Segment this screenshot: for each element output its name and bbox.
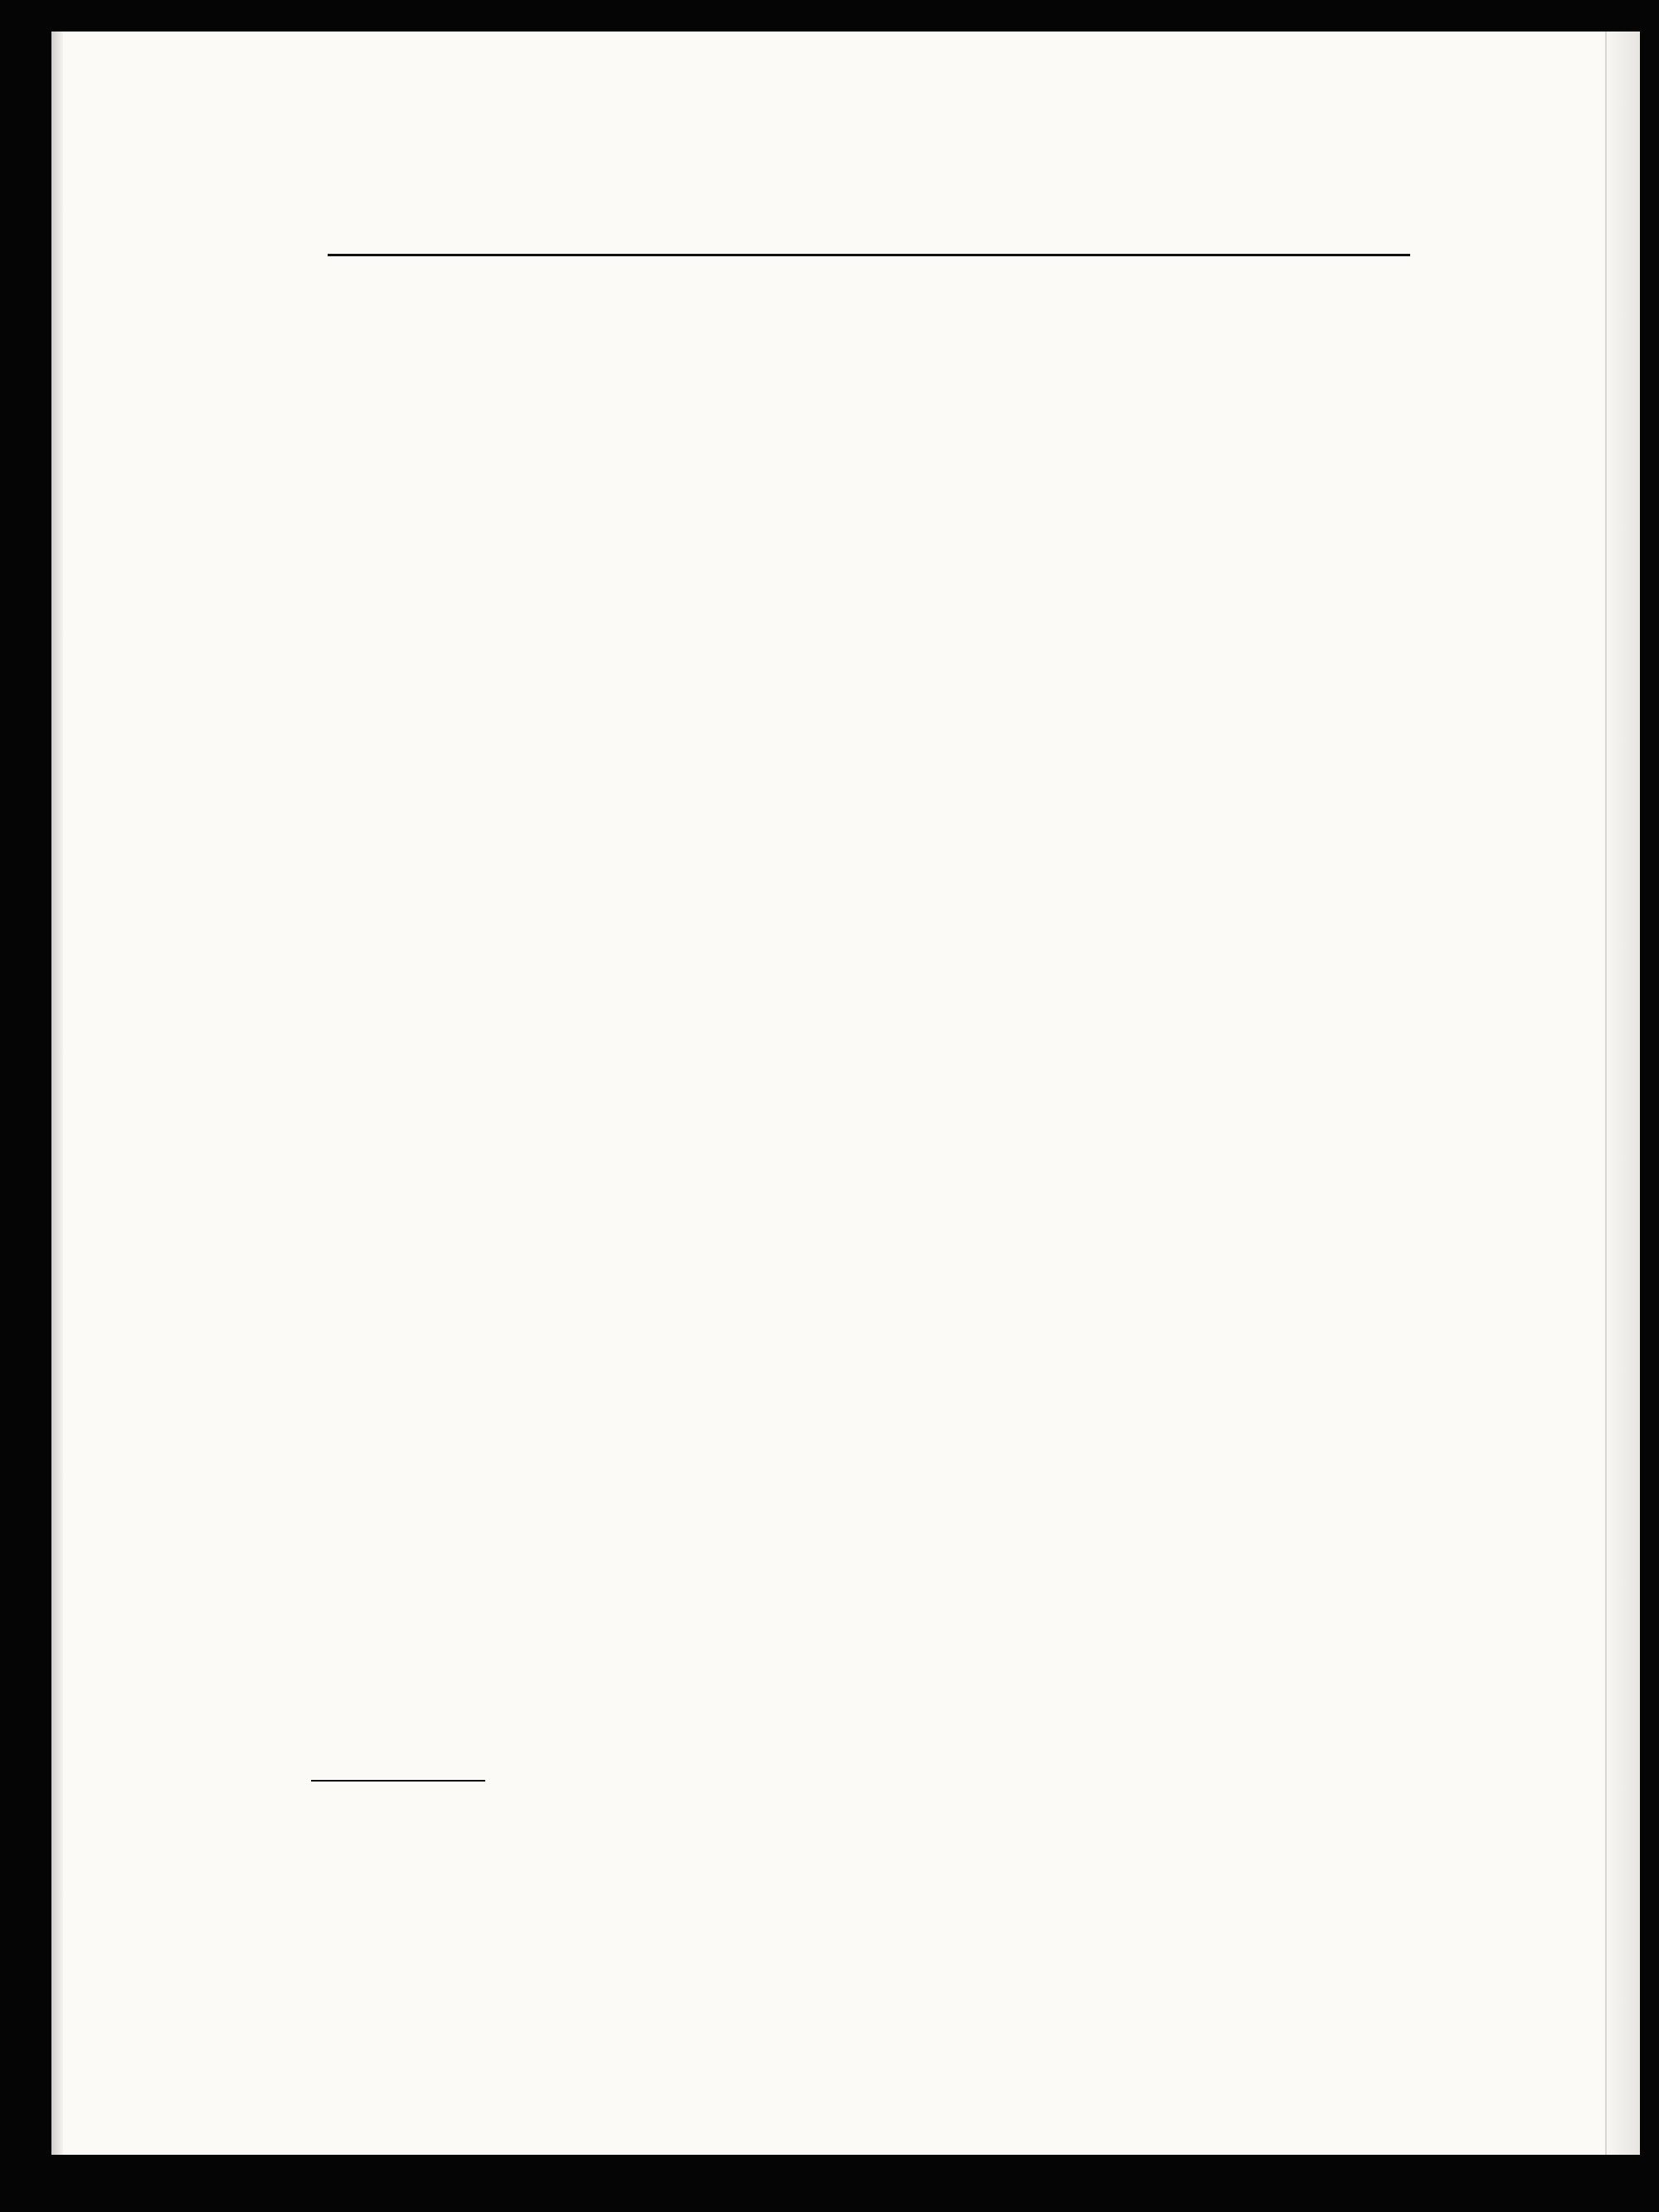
footnote-rule bbox=[311, 1780, 485, 1782]
header-rule bbox=[328, 254, 1410, 256]
page-edge bbox=[1605, 32, 1640, 2155]
running-head bbox=[328, 204, 1410, 254]
body-text bbox=[311, 304, 1408, 1796]
page-binding-shadow bbox=[51, 32, 63, 2155]
